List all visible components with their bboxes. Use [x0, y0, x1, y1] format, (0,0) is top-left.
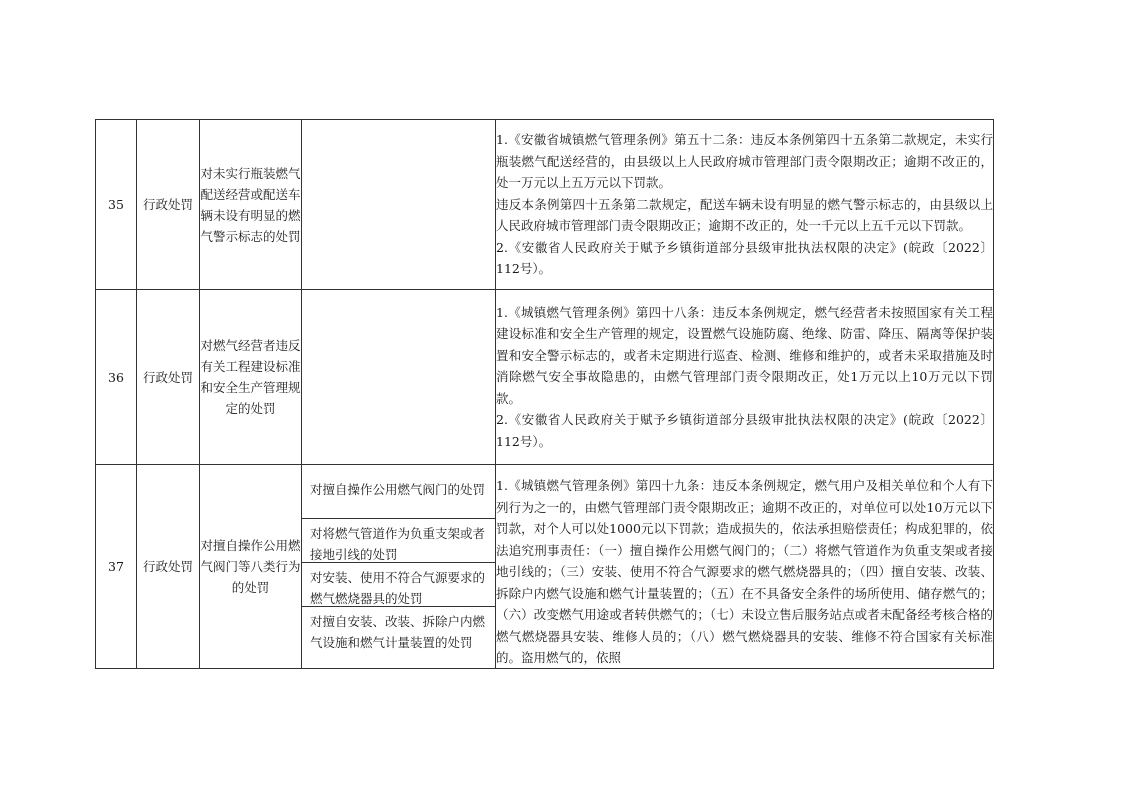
basis-paragraph: 2.《安徽省人民政府关于赋予乡镇街道部分县级审批执法权限的决定》(皖政〔2022〕112号）。 [496, 412, 993, 449]
penalty-category: 行政处罚 [137, 120, 200, 290]
basis-paragraph: 违反本条例第四十五条第二款规定，配送车辆未设有明显的燃气警示标志的，由县级以上人民政府城市管理部门责令限期改正；逾期不改正的，处一千元以上五千元以下罚款。 [496, 196, 993, 234]
sub-items-empty [302, 120, 496, 290]
table-row [96, 120, 994, 290]
sub-item: 对擅自操作公用燃气阀门的处罚 [302, 475, 495, 519]
penalty-category: 行政处罚 [137, 290, 200, 465]
sub-items-empty [302, 290, 496, 465]
row-number: 37 [96, 465, 137, 669]
sub-item: 对擅自安装、改装、拆除户内燃气设施和燃气计量装置的处罚 [310, 613, 486, 650]
table-row [96, 465, 994, 669]
row-number: 36 [96, 290, 137, 465]
sub-items [302, 465, 496, 669]
legal-basis [496, 120, 994, 290]
penalty-name: 对未实行瓶装燃气配送经营或配送车辆未设有明显的燃气警示标志的处罚 [200, 120, 302, 290]
legal-basis [496, 290, 994, 465]
basis-paragraph: 1.《城镇燃气管理条例》第四十九条：违反本条例规定，燃气用户及相关单位和个人有下列行为之一的，由燃气管理部门责令限期改正；逾期不改正的，对单位可以处10万元以下罚款，对个人可以处1000元以下罚款；造成损失的，依法承担赔偿责任；构成犯罪的，依法追究刑事责任：（一）擅自操作公用燃气阀门的；（二）将燃气管道作为负重支架或者接地引线的；（三）安装、使用不符合气源要求的燃气燃烧器具的；（四）擅自安装、改装、拆除户内燃气设施和燃气计量装置的；（五）在不具备安全条件的场所使用、储存燃气的；（六）改变燃气用途或者转供燃气的；（七）未设立售后服务站点或者未配备经考核合格的燃气燃烧器具安装、维修人员的；（八）燃气燃烧器具的安装、维修不符合国家有关标准的。盗用燃气的，依照 [496, 478, 993, 665]
basis-paragraph: 1.《城镇燃气管理条例》第四十八条：违反本条例规定，燃气经营者未按照国家有关工程建设标准和安全生产管理的规定，设置燃气设施防腐、绝缘、防雷、降压、隔离等保护装置和安全警示标志的，或者未定期进行巡查、检测、维修和维护的，或者未采取措施及时消除燃气安全事故隐患的，由燃气管理部门责令限期改正，处1万元以上10万元以下罚款。 [496, 304, 993, 406]
sub-item: 对安装、使用不符合气源要求的燃气燃烧器具的处罚 [302, 563, 495, 607]
basis-paragraph: 1.《安徽省城镇燃气管理条例》第五十二条：违反本条例第四十五条第二款规定，未实行瓶装燃气配送经营的，由县级以上人民政府城市管理部门责令限期改正；逾期不改正的，处一万元以上五万元以下罚款。 [496, 132, 993, 191]
table-row [96, 290, 994, 465]
penalty-table [95, 119, 994, 669]
sub-item: 对将燃气管道作为负重支架或者接地引线的处罚 [302, 519, 495, 563]
basis-paragraph: 2.《安徽省人民政府关于赋予乡镇街道部分县级审批执法权限的决定》(皖政〔2022〕112号）。 [496, 239, 993, 277]
legal-basis [496, 465, 994, 669]
penalty-category: 行政处罚 [137, 465, 200, 669]
penalty-name: 对燃气经营者违反有关工程建设标准和安全生产管理规定的处罚 [200, 290, 302, 465]
penalty-name: 对擅自操作公用燃气阀门等八类行为的处罚 [200, 465, 302, 669]
row-number: 35 [96, 120, 137, 290]
